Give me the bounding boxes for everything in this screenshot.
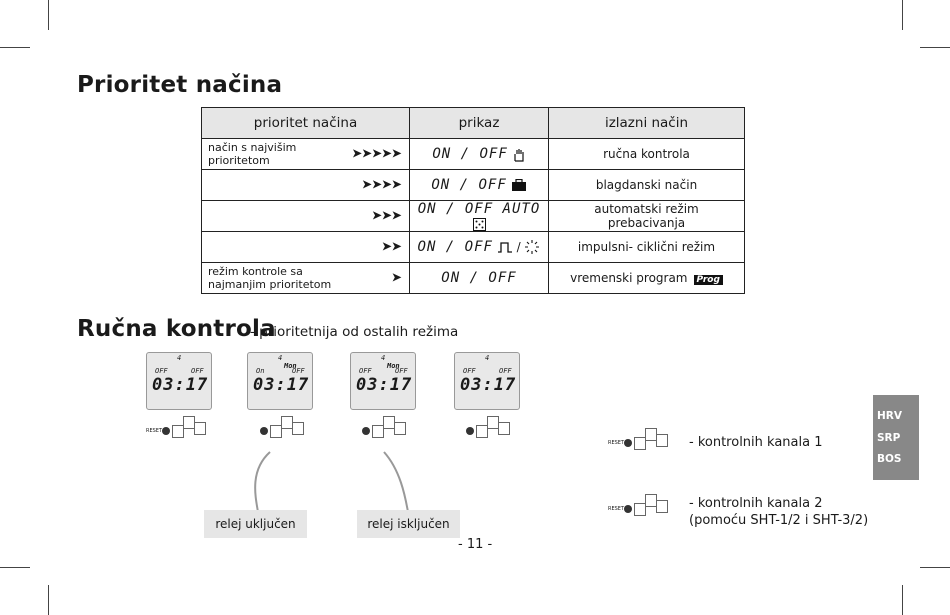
output-mode: blagdanski način: [549, 170, 745, 201]
channel-number: 4: [278, 354, 283, 362]
output-mode: impulsni- ciklični režim: [549, 232, 745, 263]
priority-arrows: ➤➤➤: [371, 208, 401, 224]
channels-two-label: - kontrolnih kanala 2: [689, 496, 823, 511]
section-title-priority: Prioritet načina: [77, 72, 283, 98]
priority-arrows: ➤➤: [381, 239, 401, 255]
channels-one-label: - kontrolnih kanala 1: [689, 435, 823, 450]
language-label: BOS: [877, 453, 902, 465]
time-readout: 03:17: [460, 375, 517, 395]
reset-button[interactable]: [624, 505, 632, 513]
priority-arrows: ➤: [391, 270, 401, 286]
output-mode: automatski režim prebacivanja: [549, 201, 745, 232]
day-indicator: Mon: [387, 362, 400, 370]
channel-number: 4: [485, 354, 490, 362]
language-label: SRP: [877, 432, 901, 444]
keypad-channel-2: [608, 490, 684, 538]
priority-arrows: ➤➤➤➤: [361, 177, 401, 193]
display-value: ON / OFF: [432, 146, 508, 162]
time-readout: 03:17: [253, 375, 310, 395]
display-value: ON / OFF: [417, 238, 493, 255]
channels-two-note: (pomoću SHT-1/2 i SHT-3/2): [689, 513, 869, 528]
ok-button[interactable]: [656, 500, 668, 513]
off-indicator: OFF: [359, 367, 372, 375]
reset-label: RESET: [608, 440, 625, 446]
reset-label: RESET: [608, 506, 625, 512]
off-indicator: OFF: [292, 367, 305, 375]
column-header: prikaz: [410, 108, 549, 139]
section-subtitle: - prioritetnija od ostalih režima: [250, 324, 459, 340]
column-header: izlazni način: [549, 108, 745, 139]
off-indicator: OFF: [191, 367, 204, 375]
off-indicator: OFF: [155, 367, 168, 375]
display-value: ON / OFF: [431, 177, 507, 193]
reset-label: RESET: [146, 428, 163, 434]
ok-button[interactable]: [656, 434, 668, 447]
channel-number: 4: [381, 354, 386, 362]
display-value: ON / OFF: [441, 270, 517, 286]
prog-badge: Prog: [694, 275, 723, 285]
keypad-channel-1: [608, 424, 684, 472]
column-header: prioritet načina: [202, 108, 410, 139]
on-indicator: On: [256, 367, 265, 375]
display-value: ON / OFF AUTO: [417, 201, 541, 217]
off-indicator: OFF: [463, 367, 476, 375]
time-readout: 03:17: [152, 375, 209, 395]
off-indicator: OFF: [395, 367, 408, 375]
relay-off-label: relej isključen: [357, 510, 460, 538]
page-number: - 11 -: [458, 537, 493, 552]
priority-arrows: ➤➤➤➤➤: [351, 146, 401, 162]
output-mode: vremenski program: [570, 271, 688, 285]
channel-number: 4: [177, 354, 182, 362]
priority-label: režim kontrole sa najmanjim prioritetom: [208, 265, 332, 291]
priority-label: način s najvišim prioritetom: [208, 141, 297, 167]
reset-button[interactable]: [624, 439, 632, 447]
language-label: HRV: [877, 410, 902, 422]
relay-on-label: relej uključen: [204, 510, 307, 538]
time-readout: 03:17: [356, 375, 413, 395]
slash-separator: /: [516, 239, 521, 254]
day-indicator: Mon: [284, 362, 297, 370]
off-indicator: OFF: [499, 367, 512, 375]
output-mode: ručna kontrola: [549, 139, 745, 170]
language-tab: [873, 395, 919, 480]
section-title-manual: Ručna kontrola: [77, 316, 276, 342]
